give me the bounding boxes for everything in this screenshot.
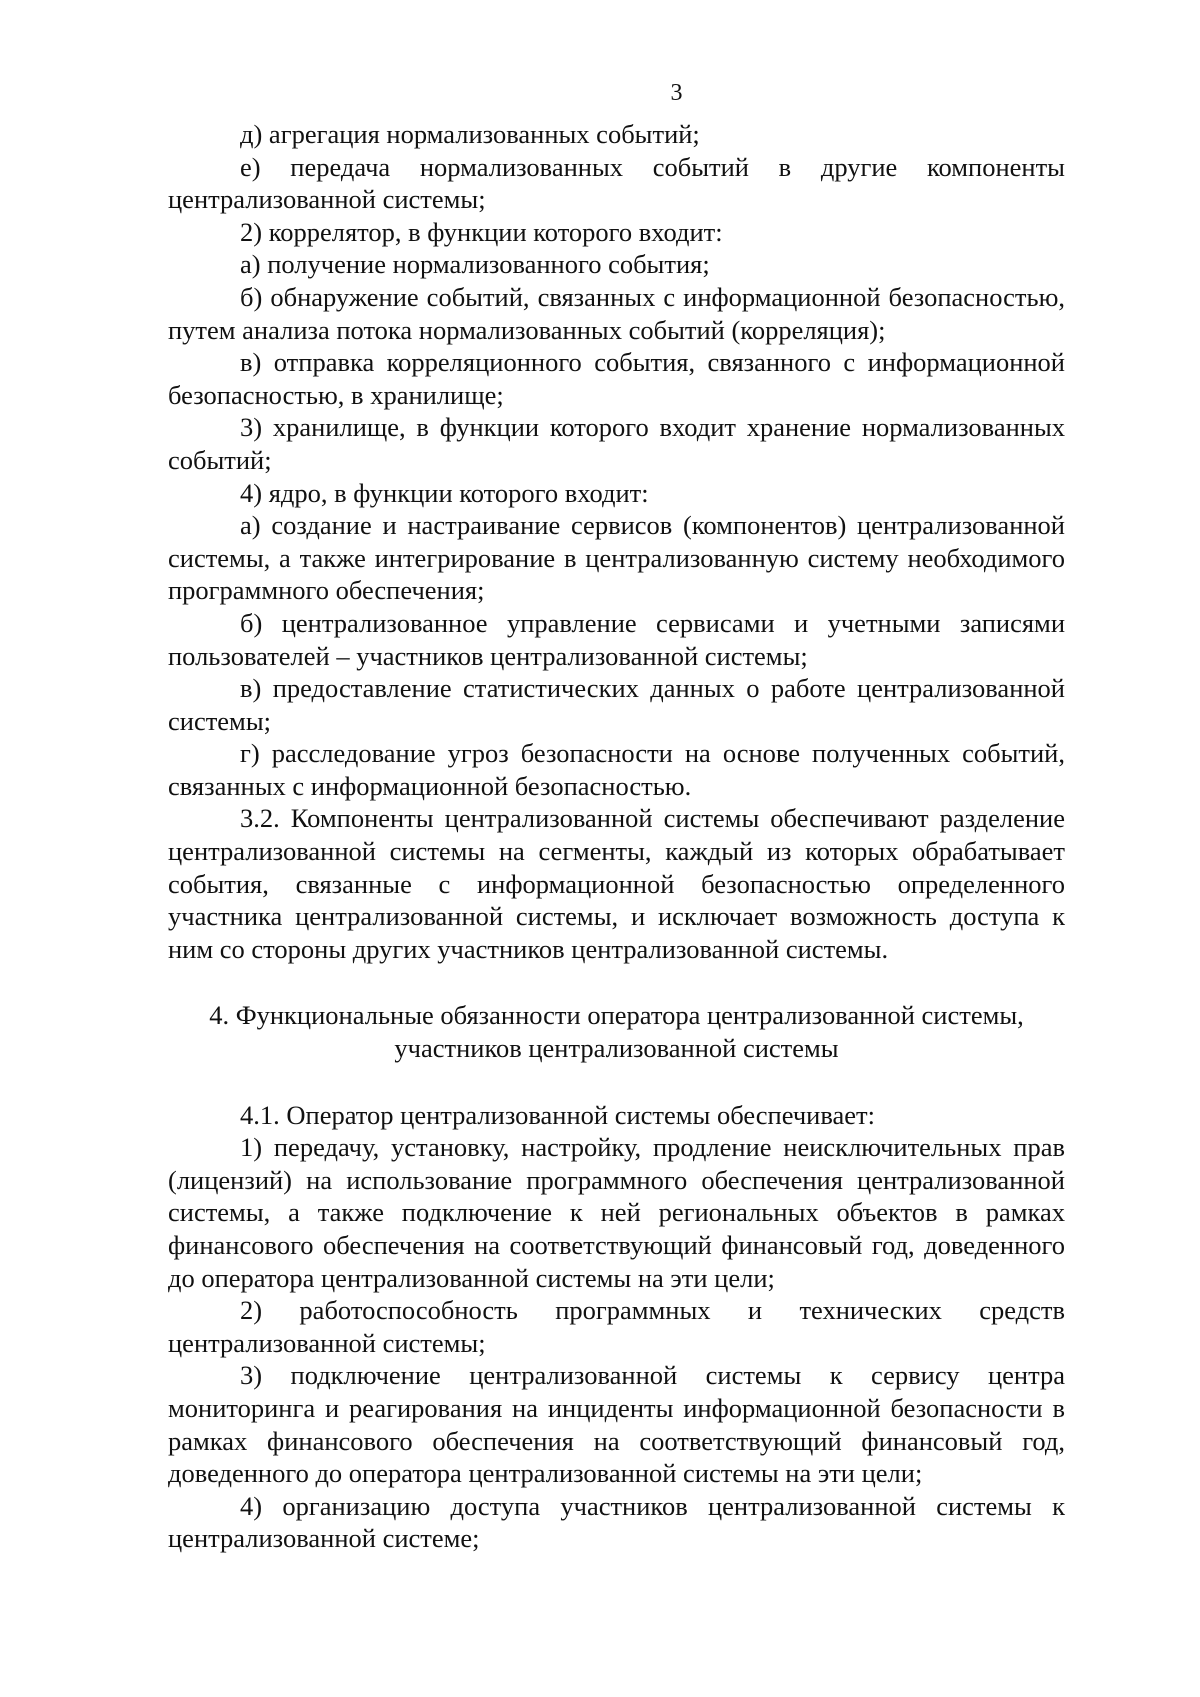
paragraph: 1) передачу, установку, настройку, продление неисключительных прав (лицензий) на использование программного обеспечения централизованной системы, а также подключение к ней региональных объектов в рамках финансового обеспечения на соответствующий финансовый год, доведенного до оператора централизованной системы на эти цели;: [168, 1132, 1065, 1293]
paragraph: г) расследование угроз безопасности на основе полученных событий, связанных с информационной безопасностью.: [168, 738, 1065, 801]
paragraph: б) централизованное управление сервисами и учетными записями пользователей – участников централизованной системы;: [168, 607, 1065, 671]
section-heading: [168, 999, 1065, 1064]
paragraph: в) предоставление статистических данных о работе централизованной системы;: [168, 673, 1065, 736]
paragraph: 3) хранилище, в функции которого входит хранение нормализованных событий;: [168, 412, 1065, 475]
paragraph: б) обнаружение событий, связанных с информационной безопасностью, путем анализа потока нормализованных событий (корреляция);: [168, 281, 1065, 345]
paragraph: д) агрегация нормализованных событий;: [240, 119, 700, 149]
paragraph: 4.1. Оператор централизованной системы обеспечивает:: [240, 1099, 875, 1130]
paragraphs-before-section: [168, 118, 1065, 965]
paragraph: 4) организацию доступа участников централизованной системы к централизованной системе;: [168, 1490, 1065, 1554]
paragraph: а) получение нормализованного события;: [240, 249, 710, 280]
section-heading-line: 4. Функциональные обязанности оператора централизованной системы,: [209, 1000, 1024, 1031]
paragraphs-after-section: [168, 1099, 1065, 1555]
paragraph: а) создание и настраивание сервисов (компонентов) централизованной системы, а также интегрирование в централизованную систему необходимого программного обеспечения;: [168, 510, 1065, 606]
paragraph: 3) подключение централизованной системы к сервису центра мониторинга и реагирования на инциденты информационной безопасности в рамках финансового обеспечения на соответствующий финансовый год, доведенного до оператора централизованной системы на эти цели;: [168, 1360, 1065, 1489]
paragraph: в) отправка корреляционного события, связанного с информационной безопасностью, в хранилище;: [168, 347, 1065, 410]
paragraph: 4) ядро, в функции которого входит:: [240, 477, 649, 508]
paragraph: е) передача нормализованных событий в другие компоненты централизованной системы;: [168, 151, 1065, 215]
paragraph: 2) работоспособность программных и технических средств централизованной системы;: [168, 1295, 1065, 1358]
page-number: 3: [670, 80, 683, 106]
paragraph: 3.2. Компоненты централизованной системы обеспечивают разделение централизованной системы на сегменты, каждый из которых обрабатывает события, связанные с информационной безопасностью определенного участника централизованной системы, и исключает возможность доступа к ним со стороны других участников централизованной системы.: [168, 803, 1065, 964]
paragraph: 2) коррелятор, в функции которого входит:: [240, 216, 723, 247]
section-heading-line: участников централизованной системы: [394, 1033, 839, 1064]
